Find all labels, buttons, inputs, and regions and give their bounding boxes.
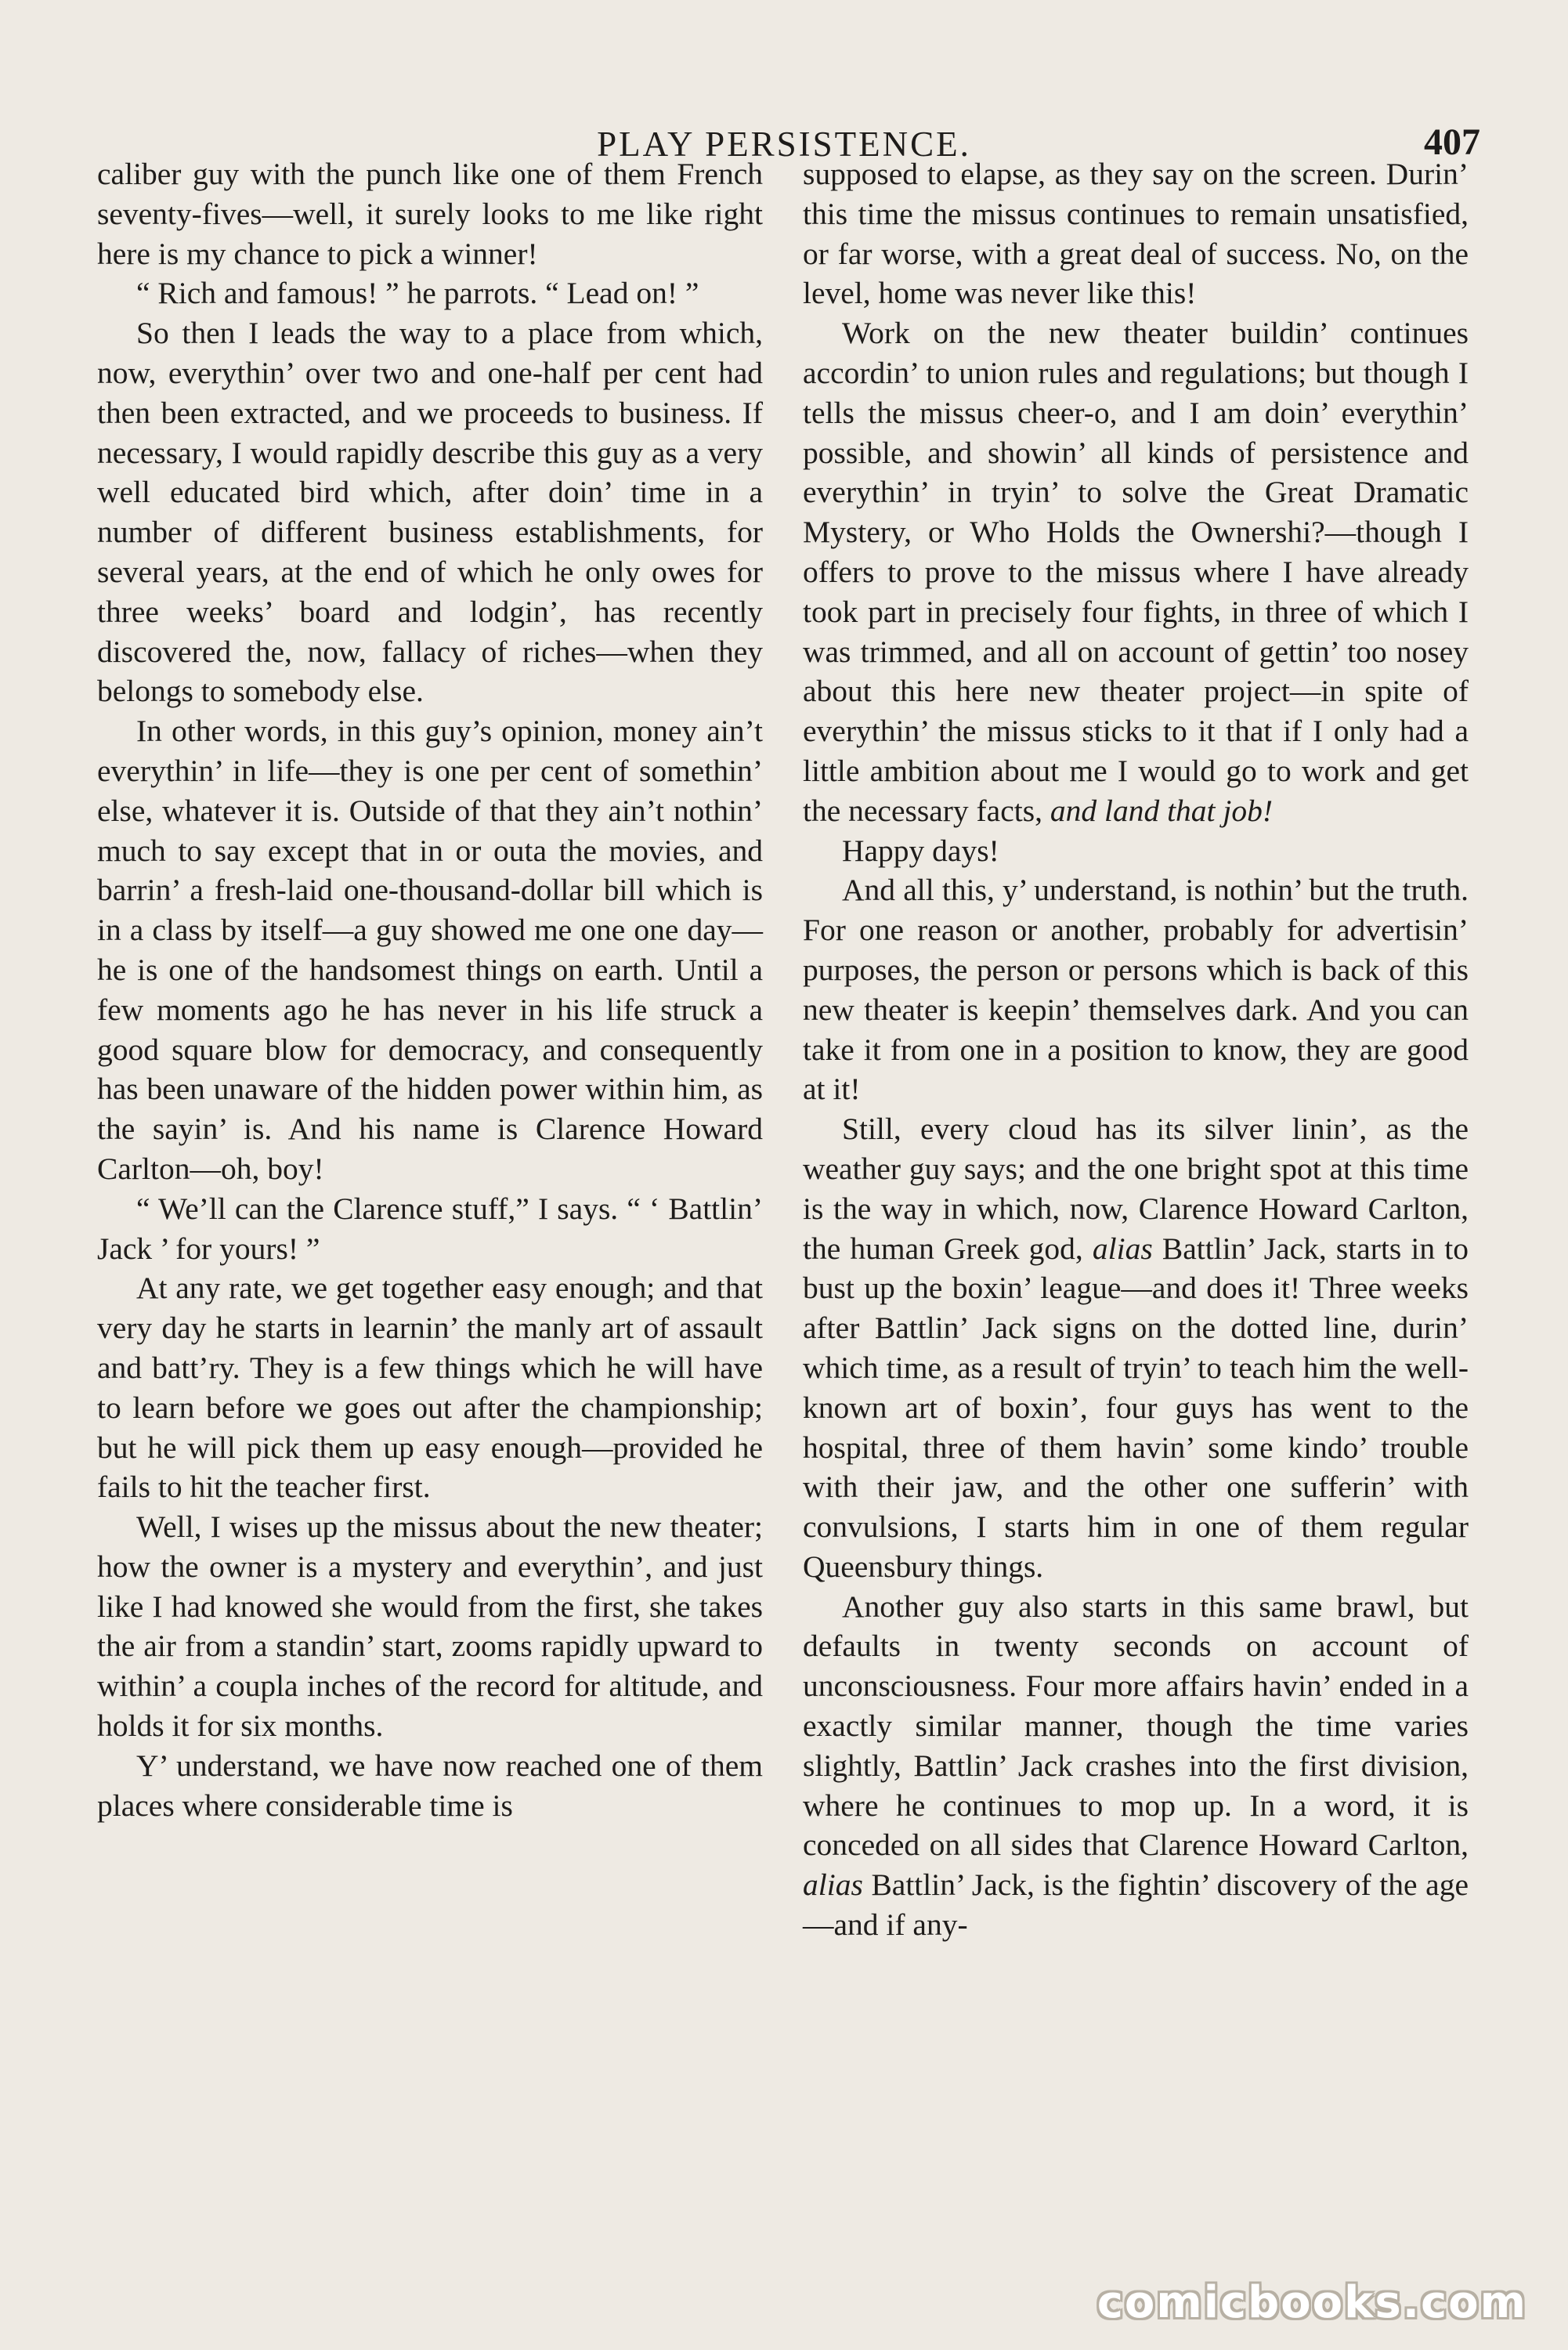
right-column xyxy=(803,154,1469,1945)
page-title: PLAY PERSISTENCE. xyxy=(597,125,971,164)
paragraph: “ Rich and famous! ” he parrots. “ Lead on! ” xyxy=(136,276,699,311)
paragraph: And all this, y’ understand, is nothin’ but the truth. For one reason or another, probably for advertisin’ purposes, the person or persons which is back of this new theater is keepin’ themselves dark. And you can take it from one in a position to know, they are good at it! xyxy=(803,873,1469,1107)
paragraph-text: Battlin’ Jack, starts in to bust up the boxin’ league—and does it! Three weeks after Battlin’ Jack signs on the dotted line, durin’ which time, as a result of tryin’ to teach him the well-known art of boxin’, four guys has went to the hospital, three of them havin’ some kindo’ trouble with their jaw, and the other one sufferin’ with convulsions, I starts him in one of them regular Queensbury things. xyxy=(803,1231,1469,1584)
paragraph: supposed to elapse, as they say on the screen. Durin’ this time the missus continues to remain unsatisfied, or far worse, with a great deal of success. No, on the level, home was never like this! xyxy=(803,157,1469,311)
italic-phrase: and land that job! xyxy=(1050,793,1274,828)
paragraph: caliber guy with the punch like one of them French seventy-fives—well, it surely looks to me like right here is my chance to pick a winner! xyxy=(97,157,763,271)
paragraph: In other words, in this guy’s opinion, money ain’t everythin’ in life—they is one per cent of somethin’ else, whatever it is. Outside of that they ain’t nothin’ much to say except that in or outa the movies, and barrin’ a fresh-laid one-thousand-dollar bill which is in a class by itself—a guy showed me one one day—he is one of the handsomest things on earth. Until a few moments ago he has never in his life struck a good square blow for democracy, and consequently has been unaware of the hidden power within him, as the sayin’ is. And his name is Clarence Howard Carlton—oh, boy! xyxy=(97,714,763,1186)
paragraph xyxy=(803,1587,1469,1945)
paragraph-text: Another guy also starts in this same brawl, but defaults in twenty seconds on account of unconsciousness. Four more affairs havin’ ended in a exactly similar manner, though the time varies slightly, Battlin’ Jack crashes into the first division, where he continues to mop up. In a word, it is conceded on all sides that Clarence Howard Carlton, xyxy=(803,1589,1469,1863)
paragraph: Y’ understand, we have now reached one of them places where considerable time is xyxy=(97,1748,763,1823)
paragraph: So then I leads the way to a place from which, now, everythin’ over two and one-half per cent had then been extracted, and we proceeds to business. If necessary, I would rapidly describe this guy as a very well educated bird which, after doin’ time in a number of different business establishments, for several years, at the end of which he only owes for three weeks’ board and lodgin’, has recently discovered the, now, fallacy of riches—when they belongs to somebody else. xyxy=(97,316,763,709)
page-number: 407 xyxy=(1424,121,1480,163)
italic-alias: alias xyxy=(1092,1231,1153,1266)
paragraph: “ We’ll can the Clarence stuff,” I says. “ ‘ Battlin’ Jack ’ for yours! ” xyxy=(97,1191,763,1266)
paragraph: Well, I wises up the missus about the new theater; how the owner is a mystery and everythin’, and just like I had knowed she would from the first, she takes the air from a standin’ start, zooms rapidly upward to within’ a coupla inches of the record for altitude, and holds it for six months. xyxy=(97,1509,763,1744)
paragraph-text: Work on the new theater buildin’ continues accordin’ to union rules and regulations; but though I tells the missus cheer-o, and I am doin’ everythin’ possible, and showin’ all kinds of persistence and everythin’ in tryin’ to solve the Great Dramatic Mystery, or Who Holds the Ownershi?—though I offers to prove to the missus where I have already took part in precisely four fights, in three of which I was trimmed, and all on account of gettin’ too nosey about this here new theater project—in spite of everythin’ the missus sticks to it that if I only had a little ambition about me I would go to work and get the necessary facts, xyxy=(803,316,1469,828)
paragraph xyxy=(803,1109,1469,1587)
watermark-logo: comicbooks.com xyxy=(1097,2277,1527,2328)
paragraph-text: Battlin’ Jack, is the fightin’ discovery of the age—and if any- xyxy=(803,1867,1469,1943)
paragraph-text: Still, every cloud has its silver linin’, as the weather guy says; and the one bright spot at this time is the way in which, now, Clarence Howard Carlton, the human Greek god, xyxy=(803,1112,1469,1266)
paragraph: Happy days! xyxy=(842,833,999,868)
italic-alias: alias xyxy=(803,1867,863,1903)
paragraph: At any rate, we get together easy enough; and that very day he starts in learnin’ the manly art of assault and batt’ry. They is a few things which he will have to learn before we goes out after the championship; but he will pick them up easy enough—provided he fails to hit the teacher first. xyxy=(97,1271,763,1505)
paragraph xyxy=(803,313,1469,830)
left-column xyxy=(97,154,763,1825)
